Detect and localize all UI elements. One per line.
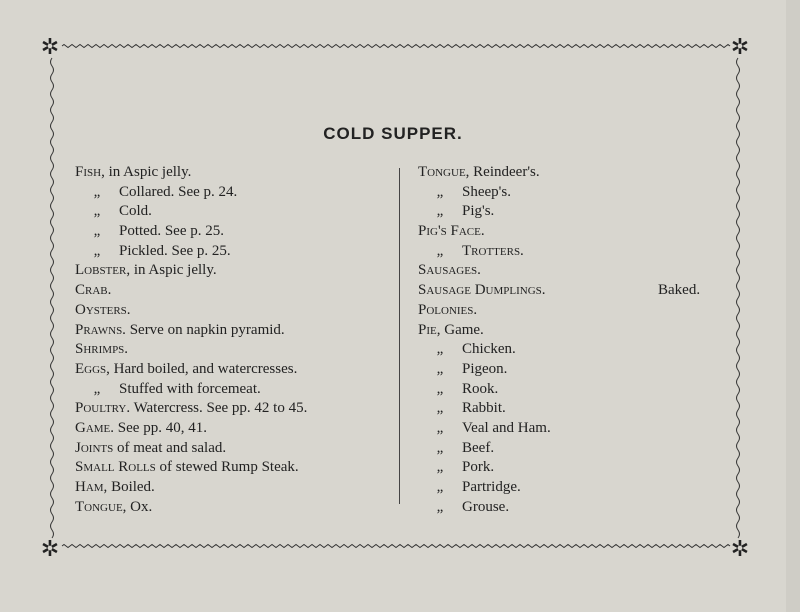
item-heading: Crab.: [75, 282, 112, 299]
menu-item: [418, 242, 738, 262]
menu-item: [75, 419, 395, 439]
corner-ornament-icon: ✲: [40, 537, 60, 562]
ditto-mark: „: [436, 203, 444, 220]
item-text: Chicken.: [462, 341, 516, 358]
ditto-mark: „: [93, 242, 101, 259]
menu-item: [418, 439, 738, 459]
item-text: Ox.: [126, 498, 153, 515]
corner-ornament-icon: ✲: [730, 537, 750, 562]
item-heading: Lobster,: [75, 262, 131, 279]
item-heading: Shrimps.: [75, 341, 129, 358]
menu-item: [418, 321, 738, 341]
item-heading: Fish,: [75, 164, 105, 180]
menu-item: [75, 439, 395, 459]
menu-item: [75, 202, 395, 222]
wavy-border-line: [62, 45, 730, 48]
item-text: Veal and Ham.: [462, 419, 551, 436]
item-heading: Polonies.: [418, 301, 478, 318]
menu-item: [418, 458, 738, 478]
menu-item: [75, 458, 395, 478]
column-divider: [399, 168, 400, 504]
item-heading: Pie,: [418, 321, 441, 338]
item-heading: Sausages.: [418, 262, 481, 279]
item-text: Partridge.: [462, 479, 521, 495]
menu-item: [418, 261, 738, 281]
menu-item: [418, 419, 738, 439]
ditto-mark: „: [93, 183, 101, 200]
item-heading: Poultry.: [75, 400, 131, 417]
item-heading: Tongue,: [418, 164, 470, 180]
menu-item: [75, 183, 395, 203]
menu-item: [75, 399, 395, 419]
item-text: Rook.: [462, 380, 499, 397]
menu-item: [75, 321, 395, 341]
item-text: Serve on napkin pyramid.: [125, 321, 285, 338]
item-heading: Small Rolls: [75, 459, 156, 476]
menu-item: [75, 261, 395, 281]
item-text: of meat and salad.: [113, 439, 227, 456]
item-text: See pp. 40, 41.: [114, 419, 207, 436]
ditto-mark: „: [436, 242, 444, 259]
item-text: Stuffed with forcemeat.: [119, 380, 261, 397]
item-heading: Tongue,: [75, 498, 127, 515]
item-text: Sheep's.: [462, 183, 511, 200]
ditto-mark: „: [436, 183, 444, 200]
menu-item: [418, 281, 738, 301]
ditto-mark: „: [436, 400, 444, 417]
menu-item: [75, 498, 395, 518]
item-text: Pig's.: [462, 203, 495, 220]
menu-item: [418, 380, 738, 400]
ditto-mark: „: [436, 360, 444, 377]
menu-item: [75, 163, 395, 183]
menu-item: [418, 340, 738, 360]
item-heading: Game.: [75, 419, 115, 436]
ditto-mark: „: [436, 419, 444, 436]
menu-item: [418, 183, 738, 203]
menu-item: [418, 360, 738, 380]
item-heading: Joints: [75, 439, 114, 456]
ditto-mark: „: [436, 380, 444, 397]
menu-item: [418, 202, 738, 222]
menu-item: [418, 222, 738, 242]
ditto-mark: „: [93, 380, 101, 397]
item-text: Game.: [440, 321, 484, 338]
item-heading: Ham,: [75, 479, 108, 495]
item-text: Reindeer's.: [469, 164, 540, 180]
menu-item: [418, 478, 738, 498]
menu-item: [418, 498, 738, 518]
item-text: Pigeon.: [462, 360, 508, 377]
menu-item: [75, 340, 395, 360]
item-heading: Prawns.: [75, 321, 126, 338]
item-text: of stewed Rump Steak.: [155, 459, 299, 476]
menu-item: [75, 222, 395, 242]
item-heading: Eggs,: [75, 360, 110, 377]
item-text: Beef.: [462, 439, 495, 456]
item-text: Collared. See p. 24.: [119, 183, 238, 200]
menu-item: [75, 242, 395, 262]
menu-item: [418, 163, 738, 183]
corner-ornament-icon: ✲: [730, 35, 750, 60]
menu-item: [75, 380, 395, 400]
item-text: Cold.: [119, 203, 152, 220]
item-text: Grouse.: [462, 498, 510, 515]
item-note: Baked.: [658, 282, 701, 299]
item-text: Pickled. See p. 25.: [119, 242, 231, 259]
ditto-mark: „: [436, 341, 444, 358]
item-text: in Aspic jelly.: [104, 164, 192, 180]
item-text: Pork.: [462, 459, 495, 476]
item-text: Watercress. See pp. 42 to 45.: [130, 400, 308, 417]
item-text: Boiled.: [107, 479, 155, 495]
left-column: [75, 163, 395, 517]
item-text: Potted. See p. 25.: [119, 223, 224, 240]
menu-item: [75, 301, 395, 321]
menu-item: [75, 281, 395, 301]
menu-item: [75, 360, 395, 380]
right-column: [418, 163, 738, 517]
item-heading: Trotters.: [462, 242, 524, 259]
item-text: Rabbit.: [462, 400, 506, 417]
menu-item: [418, 301, 738, 321]
ditto-mark: „: [436, 439, 444, 456]
item-text: in Aspic jelly.: [130, 262, 217, 279]
item-heading: Oysters.: [75, 301, 131, 318]
item-text: Hard boiled, and watercresses.: [109, 360, 298, 377]
ditto-mark: „: [93, 203, 101, 220]
ditto-mark: „: [436, 498, 444, 515]
page-title: COLD SUPPER.: [323, 124, 463, 143]
wavy-border-line: [62, 545, 730, 548]
item-heading: Pig's Face.: [418, 223, 485, 240]
ditto-mark: „: [436, 459, 444, 476]
corner-ornament-icon: ✲: [40, 35, 60, 60]
menu-item: [418, 399, 738, 419]
item-heading: Sausage Dumplings.: [418, 282, 546, 299]
ditto-mark: „: [436, 479, 444, 495]
ditto-mark: „: [93, 223, 101, 240]
menu-item: [75, 478, 395, 498]
